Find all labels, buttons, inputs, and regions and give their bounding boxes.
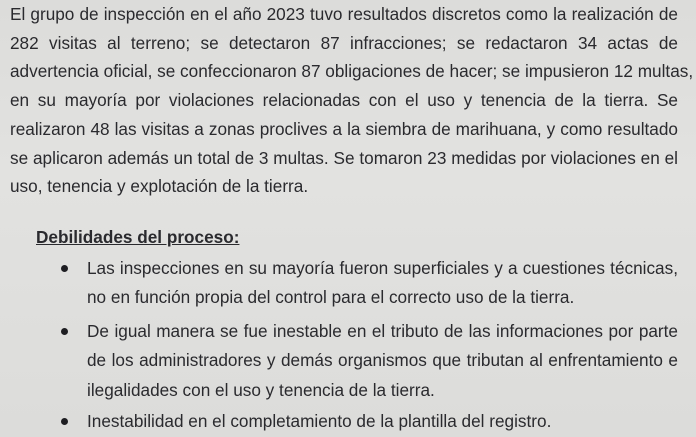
list-item-line: Las inspecciones en su mayoría fueron superficiales y a cuestiones técnicas, bbox=[87, 257, 678, 278]
list-item-line: no en función propia del control para el correcto uso de la tierra. bbox=[87, 287, 575, 308]
paragraph-line: realizaron 48 las visitas a zonas proclives a la siembra de marihuana, y como resultado bbox=[10, 118, 678, 139]
list-item bbox=[10, 317, 678, 406]
list-item-line: Inestabilidad en el completamiento de la plantilla del registro. bbox=[87, 411, 552, 432]
paragraph-line: uso, tenencia y explotación de la tierra. bbox=[10, 176, 309, 197]
paragraph-line: advertencia oficial, se confeccionaron 87 obligaciones de hacer; se impusieron 12 multas, bbox=[10, 61, 694, 82]
paragraph-line: en su mayoría por violaciones relacionadas con el uso y tenencia de la tierra. Se bbox=[10, 90, 678, 111]
bullet-icon bbox=[61, 328, 68, 335]
weaknesses-list bbox=[10, 254, 678, 437]
bullet-icon bbox=[61, 265, 68, 272]
bullet-icon bbox=[61, 418, 68, 425]
list-item bbox=[10, 254, 678, 313]
list-item bbox=[10, 407, 678, 437]
paragraph-line: 282 visitas al terreno; se detectaron 87 infracciones; se redactaron 34 actas de bbox=[10, 32, 678, 53]
list-item-line: De igual manera se fue inestable en el tributo de las informaciones por parte bbox=[87, 320, 678, 341]
results-paragraph bbox=[10, 0, 694, 201]
paragraph-line: se aplicaron además un total de 3 multas. Se tomaron 23 medidas por violaciones en el bbox=[10, 147, 678, 168]
paragraph-line: El grupo de inspección en el año 2023 tuvo resultados discretos como la realización de bbox=[10, 4, 678, 24]
section-heading: Debilidades del proceso: bbox=[36, 226, 240, 247]
list-item-line: de los administradores y demás organismos que tributan al enfrentamiento e bbox=[87, 350, 678, 371]
list-item-line: ilegalidades con el uso y tenencia de la tierra. bbox=[87, 379, 435, 400]
